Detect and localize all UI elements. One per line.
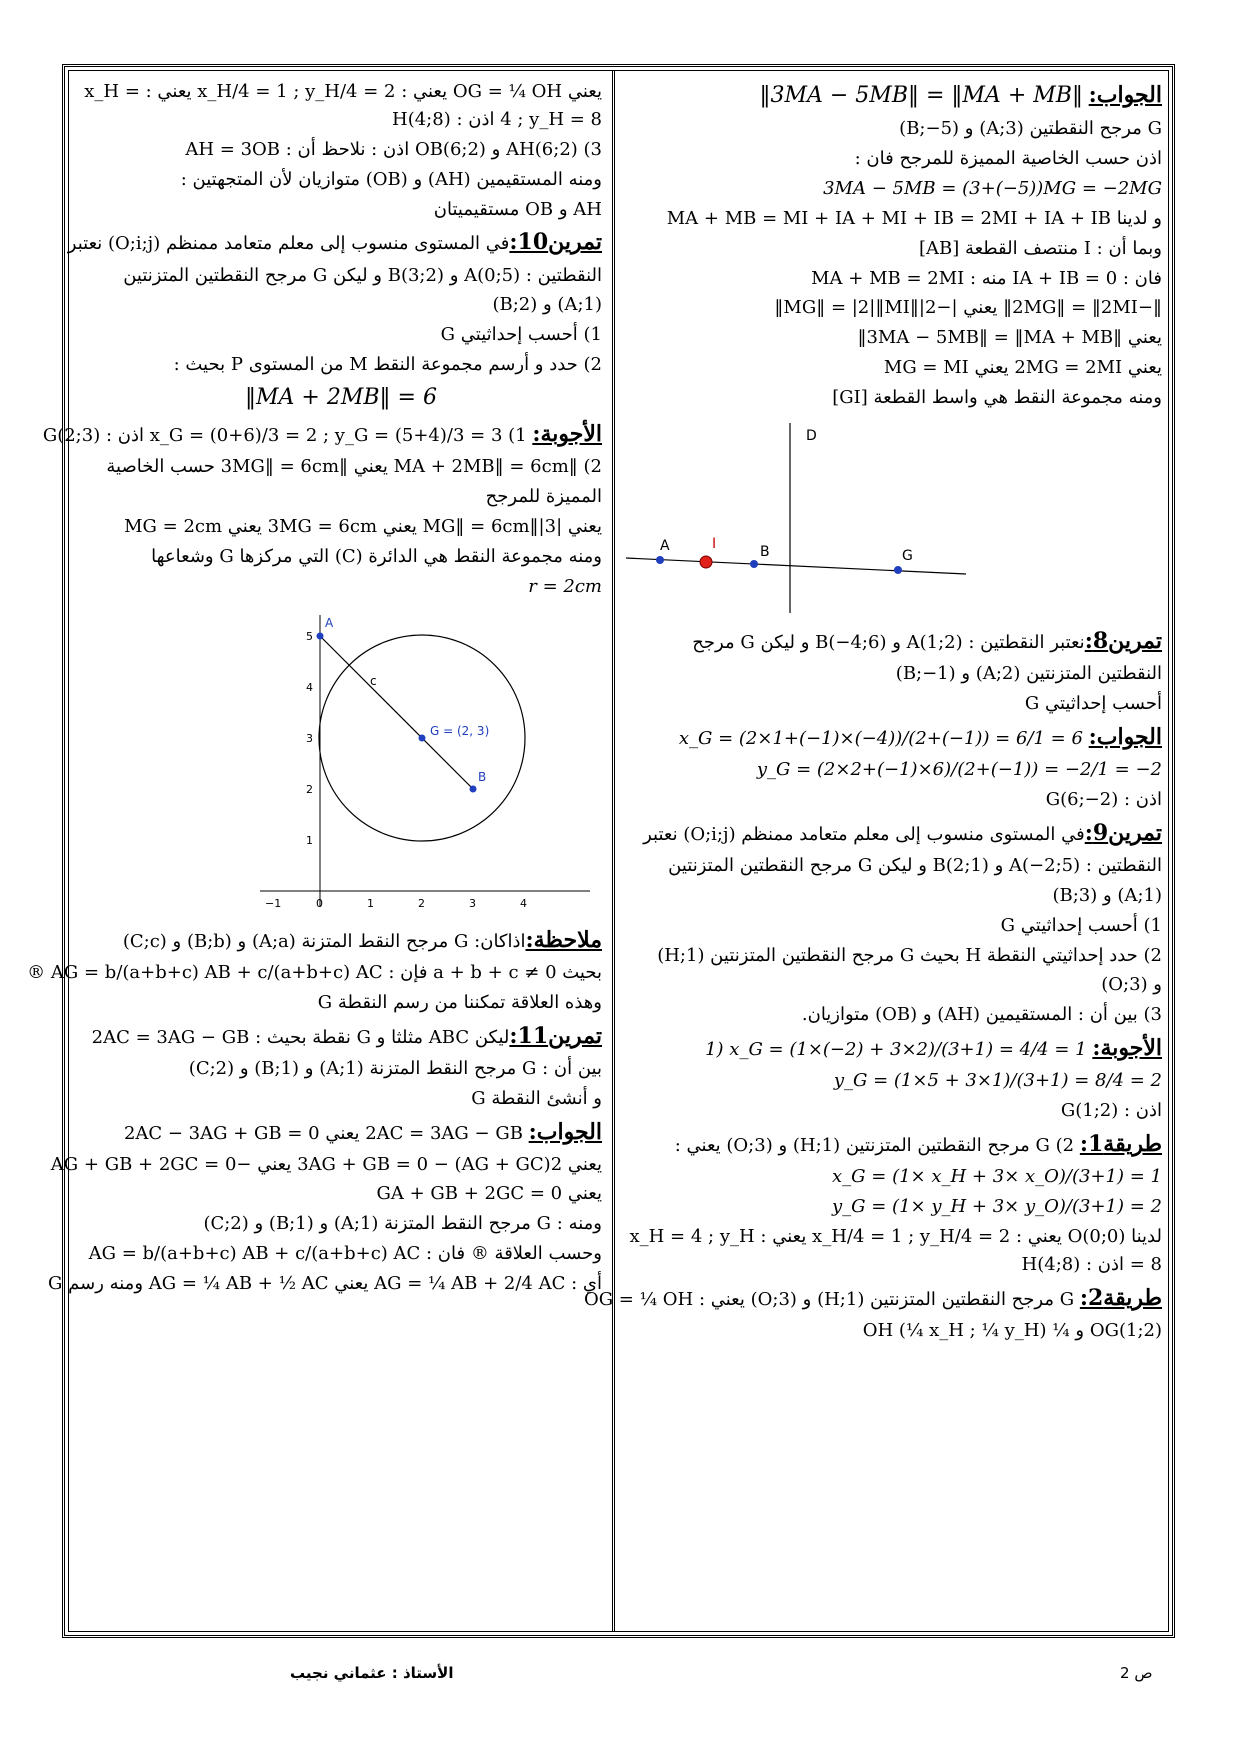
ex10-text3: (A;1) و (B;2) — [492, 294, 602, 316]
method1-xg: x_G = (1× x_H + 3× x_O)/(3+1) = 1 — [832, 1166, 1162, 1188]
ex10-text2: النقطتين : A(0;5) و B(3;2) و ليكن G مرجح النقطتين المتزنتين — [123, 264, 602, 286]
abs-line: ‖−2MG‖ = ‖2MI‖ يعني |−2|‖MG‖ = |2|‖MI‖ — [774, 297, 1162, 319]
ex9-a1-result: اذن : G(1;2) — [1060, 1100, 1162, 1122]
mid-line: وبما أن : I منتصف القطعة [AB] — [918, 237, 1162, 259]
set-line: ومنه مجموعة النقط هي واسط القطعة [GI] — [832, 387, 1162, 409]
parallel-line: ومنه المستقيمين (AH) و (OB) متوازيان لأن المتجهتين : — [180, 168, 602, 190]
label-G: G = (2, 3) — [430, 723, 490, 738]
figure-perpendicular-bisector — [626, 418, 1162, 618]
ex9-q2b: و (O;3) — [1101, 974, 1162, 996]
ex8-result: اذن : G(6;−2) — [1045, 788, 1162, 810]
label-c: c — [370, 673, 377, 688]
answers-label-9: الأجوبة: — [1092, 1035, 1162, 1062]
ex8-yg: y_G = (2×2+(−1)×6)/(2+(−1)) = −2/1 = −2 — [756, 758, 1162, 780]
answers-label-10: الأجوبة: — [532, 421, 602, 448]
ex10-a2d: ومنه مجموعة النقط هي الدائرة (C) التي مركزها G وشعاعها — [151, 545, 602, 567]
ex9-a1-xg: 1) x_G = (1×(−2) + 3×2)/(3+1) = 4/4 = 1 — [705, 1039, 1087, 1061]
ex8-text: نعتبر النقطتين : A(1;2) و B(−4;6) و ليكن G مرجح — [692, 632, 1085, 653]
ex11-a2: يعني 2(AG + GC) − 3AG + GB = 0 يعني −AG + GB + 2GC = 0 — [50, 1153, 602, 1175]
y-ticks — [306, 630, 313, 847]
label-A: A — [660, 538, 670, 554]
ex11-a6: أي : AG = ¼ AB + 2/4 AC يعني AG = ¼ AB + ½ AC ومنه رسم G — [48, 1273, 602, 1295]
label-A: A — [325, 615, 334, 630]
x-tick-label: 1 — [367, 896, 374, 910]
method2-line: OG(1;2) و ¼ OH (¼ x_H ; ¼ y_H) — [862, 1319, 1162, 1341]
bary-line: G مرجح النقطتين (A;3) و (B;−5) — [899, 118, 1162, 140]
label-B: B — [760, 544, 770, 560]
segment-AB — [320, 636, 473, 789]
ex10-text: في المستوى منسوب إلى معلم متعامد ممنظم (O;i;j) نعتبر — [67, 233, 510, 255]
y-tick-label: 3 — [306, 731, 313, 745]
point-I — [700, 556, 712, 568]
method1-text: 2) G مرجح النقطتين المتزنتين (H;1) و (O;3) يعني : — [674, 1135, 1075, 1157]
ex11-text: ليكن ABC مثلثا و G نقطة بحيث : 2AC = 3AG − GB — [91, 1026, 510, 1048]
footer-page: ص 2 — [1120, 1664, 1153, 1682]
x-tick-label: 3 — [469, 896, 476, 910]
ex10-q1: 1) أحسب إحداثيتي G — [440, 324, 602, 346]
answer-label-7: الجواب: — [1088, 82, 1162, 108]
ex10-title: تمرين10: — [509, 229, 602, 256]
x-tick-label: 4 — [520, 896, 527, 910]
label-D: D — [806, 428, 817, 444]
note-title: ملاحظة: — [525, 926, 602, 953]
ex10-radius: r = 2cm — [528, 575, 602, 597]
ex11-a5: وحسب العلاقة ® فان : AG = b/(a+b+c) AB + c/(a+b+c) AC — [88, 1243, 602, 1265]
left-column — [27, 76, 602, 1300]
ex8-xg: x_G = (2×1+(−1)×(−4))/(2+(−1)) = 6/1 = 6 — [678, 727, 1083, 749]
x-tick-label: 2 — [418, 896, 425, 910]
ex9-text3: (A;1) و (B;3) — [1052, 884, 1162, 906]
ex9-text: في المستوى منسوب إلى معلم متعامد ممنظم (O;i;j) نعتبر — [643, 823, 1085, 845]
ex9-q2: 2) حدد إحداثيتي النقطة H بحيث G مرجح النقطتين المتزنتين (H;1) — [657, 944, 1162, 966]
yani-line: يعني ‖3MA − 5MB‖ = ‖MA + MB‖ — [857, 327, 1162, 349]
x-tick-label: 0 — [316, 896, 323, 910]
ex10-a2: 2) ‖MA + 2MB‖ = 6cm يعني ‖3MG‖ = 6cm حسب الخاصية — [106, 456, 602, 478]
ex11-text2: بين أن : G مرجح النقط المتزنة (A;1) و (B;1) و (C;2) — [188, 1057, 602, 1079]
point-B — [470, 785, 477, 792]
y-tick-label: 1 — [306, 833, 313, 847]
ex9-text2: النقطتين : A(−2;5) و B(2;1) و ليكن G مرجح النقطتين المتزنتين — [668, 854, 1162, 876]
note-cond: بحيث a + b + c ≠ 0 فإن : AG = b/(a+b+c) AB + c/(a+b+c) AC ® — [27, 961, 602, 983]
eq-top: ‖3MA − 5MB‖ = ‖MA + MB‖ — [759, 83, 1083, 108]
ex10-a2c: يعني |3|‖MG‖ = 6cm يعني 3MG = 6cm يعني MG = 2cm — [124, 516, 602, 538]
answer-label-8: الجواب: — [1088, 723, 1162, 750]
label-G: G — [902, 548, 913, 564]
answer-label-11: الجواب: — [528, 1118, 602, 1145]
label-I: I — [712, 536, 717, 552]
method1-yg: y_G = (1× y_H + 3× y_O)/(3+1) = 2 — [831, 1196, 1162, 1218]
prop-eq: 3MA − 5MB = (3+(−5))MG = −2MG — [823, 177, 1162, 199]
right-column — [583, 76, 1162, 1347]
footer-teacher: الأستاذ : عثماني نجيب — [290, 1664, 454, 1682]
y-tick-label: 2 — [306, 782, 313, 796]
method2-title: طريقة2: — [1079, 1284, 1162, 1311]
point-G — [419, 734, 426, 741]
note-text: اذاكان: G مرجح النقط المتزنة (A;a) و (B;b) و (C;c) — [122, 930, 526, 952]
method2-text: G مرجح النقطتين المتزنتين (H;1) و (O;3) يعني : OG = ¼ OH — [583, 1288, 1075, 1310]
ex9-title: تمرين9: — [1084, 819, 1162, 846]
method1-line: لدينا O(0;0) يعني : x_H/4 = 1 ; y_H/4 = 2 يعني : x_H = 4 ; y_H = 8 اذن : H(4;8) — [629, 1225, 1162, 1275]
ex10-a1: 1) x_G = (0+6)/3 = 2 ; y_G = (5+4)/3 = 3 اذن : G(2;3) — [42, 425, 527, 447]
ex11-a1: 2AC = 3AG − GB يعني 2AC − 3AG + GB = 0 — [123, 1122, 523, 1144]
collinear-line: AH و OB مستقيميتان — [433, 198, 602, 220]
q3-line: 3) AH(6;2) و OB(6;2) اذن : نلاحظ أن : AH = 3OB — [185, 138, 602, 160]
ex11-a4: ومنه : G مرجح النقط المتزنة (A;1) و (B;1) و (C;2) — [203, 1213, 602, 1235]
ex9-q1: 1) أحسب إحداثيتي G — [1000, 914, 1162, 936]
ex11-text3: و أنشئ النقطة G — [471, 1087, 602, 1109]
prop-line: اذن حسب الخاصية المميزة للمرجح فان : — [854, 147, 1162, 169]
ex11-a3: يعني GA + GB + 2GC = 0 — [376, 1183, 602, 1205]
x-tick-label: −1 — [265, 896, 282, 910]
ex9-q3: 3) بين أن : المستقيمين (AH) و (OB) متوازيان. — [801, 1004, 1162, 1026]
ex8-title: تمرين8: — [1084, 628, 1162, 654]
mg-line: يعني 2MG = 2MI يعني MG = MI — [883, 357, 1162, 379]
method1-title: طريقة1: — [1079, 1131, 1162, 1158]
y-tick-label: 4 — [306, 680, 313, 694]
point-A — [317, 632, 324, 639]
top-line: يعني OG = ¼ OH يعني : x_H/4 = 1 ; y_H/4 = 2 يعني : x_H = 4 ; y_H = 8 اذن : H(4;8) — [84, 81, 602, 130]
x-ticks — [265, 897, 527, 910]
figure-circle — [80, 607, 602, 917]
segment-line — [626, 558, 966, 574]
label-B: B — [478, 769, 487, 784]
point-G — [894, 566, 902, 574]
ex9-a1-yg: y_G = (1×5 + 3×1)/(3+1) = 8/4 = 2 — [833, 1070, 1162, 1092]
fan-line: فان : IA + IB = 0 منه : MA + MB = 2MI — [811, 267, 1162, 289]
sum-line: و لدينا MA + MB = MI + IA + MI + IB = 2MI + IA + IB — [666, 207, 1162, 229]
ex11-title: تمرين11: — [509, 1022, 602, 1049]
ex8-text2: النقطتين المتزنتين (A;2) و (B;−1) — [895, 663, 1162, 685]
point-B — [750, 560, 758, 568]
ex10-q2: 2) حدد و أرسم مجموعة النقط M من المستوى P بحيث : — [173, 354, 602, 376]
y-tick-label: 5 — [306, 629, 313, 643]
note-use: وهذه العلاقة تمكننا من رسم النقطة G — [317, 991, 602, 1013]
column-divider — [612, 70, 615, 1632]
point-A — [656, 556, 664, 564]
ex10-q2-eq: ‖MA + 2MB‖ = 6 — [245, 385, 437, 411]
ex10-a2b: المميزة للمرجح — [485, 486, 602, 508]
ex8-question: أحسب إحداثيتي G — [1024, 692, 1162, 714]
